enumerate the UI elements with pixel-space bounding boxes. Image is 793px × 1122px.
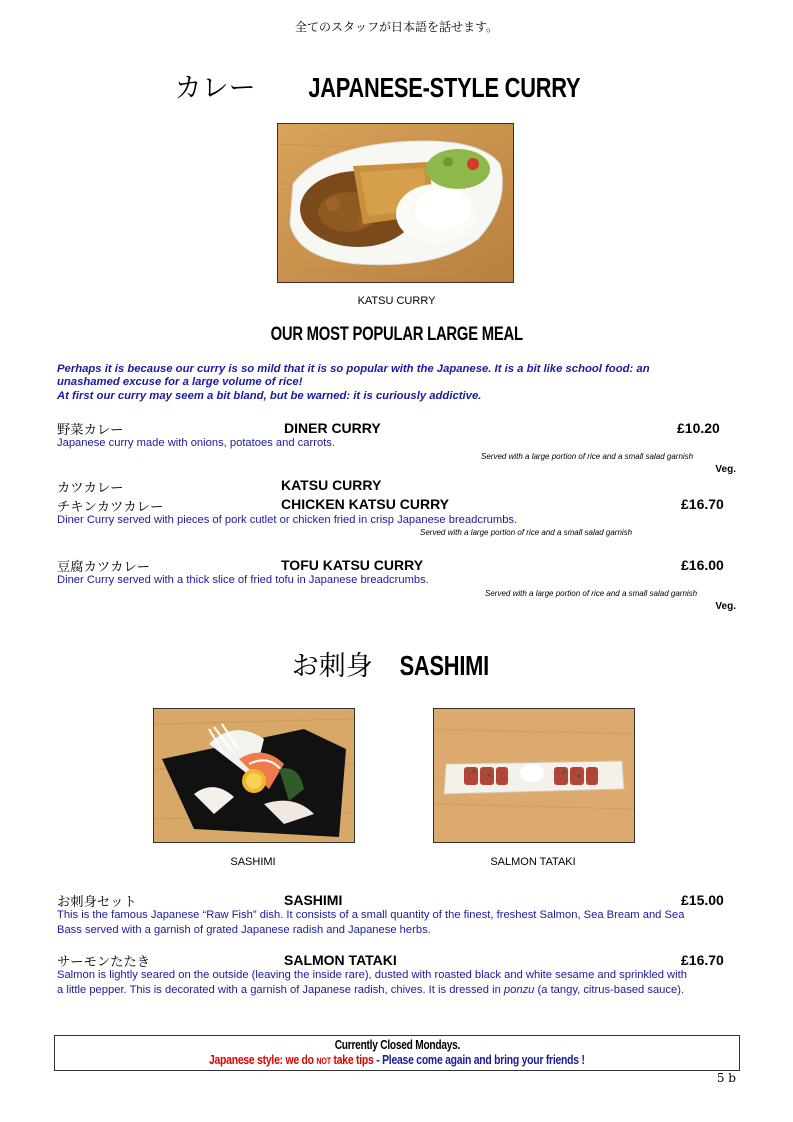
sashimi-heading-en: SASHIMI	[399, 650, 489, 681]
diner-curry-veg: Veg.	[715, 464, 736, 475]
footer-notice-box	[54, 1035, 740, 1071]
katsu-curry-name: KATSU CURRY	[281, 477, 382, 493]
sashimi-image	[154, 709, 354, 842]
diner-curry-served: Served with a large portion of rice and a small salad garnish	[481, 452, 694, 461]
tips-notice-red-b: take tips	[331, 1052, 374, 1067]
salmon-tataki-name: SALMON TATAKI	[284, 952, 397, 968]
curry-heading	[0, 66, 793, 105]
diner-curry-price: £10.20	[677, 420, 720, 436]
chicken-katsu-curry-served: Served with a large portion of rice and a small salad garnish	[420, 528, 633, 537]
sashimi-price: £15.00	[681, 892, 724, 908]
salmon-tataki-desc-text: a little pepper. This is decorated with a garnish of Japanese radish, chives. It is dressed in	[57, 983, 504, 996]
sashimi-jp: お刺身セット	[57, 895, 137, 910]
curry-intro	[57, 363, 747, 403]
salmon-tataki-desc-line-2	[57, 983, 742, 998]
tips-notice-blue: - Please come again and bring your friends !	[373, 1052, 585, 1067]
salmon-tataki-desc-line-1: Salmon is lightly seared on the outside (leaving the inside rare), dusted with roasted black and white sesame and sprinkled with	[57, 969, 687, 981]
salmon-tataki-image	[434, 709, 634, 842]
page-number: 5 b	[716, 1071, 736, 1085]
sashimi-heading-jp: お刺身	[291, 651, 373, 682]
katsu-curry-jp: カツカレー	[57, 481, 124, 496]
tofu-katsu-curry-price: £16.00	[681, 557, 724, 573]
ponzu-term: ponzu	[503, 983, 535, 996]
salmon-tataki-caption: SALMON TATAKI	[490, 856, 576, 868]
sashimi-heading	[0, 644, 793, 683]
curry-heading-jp: カレー	[174, 73, 256, 104]
katsu-curry-image	[278, 124, 513, 282]
curry-intro-line-3: At first our curry may seem a bit bland, but be warned: it is curiously addictive.	[57, 389, 482, 402]
tofu-katsu-curry-desc: Diner Curry served with a thick slice of fried tofu in Japanese breadcrumbs.	[57, 574, 429, 586]
curry-intro-line-1: Perhaps it is because our curry is so mild that it is so popular with the Japanese. It is a bit like school food: an	[57, 363, 650, 375]
tofu-katsu-curry-veg: Veg.	[715, 601, 736, 612]
sashimi-name: SASHIMI	[284, 892, 343, 908]
sashimi-desc-line-2: Bass served with a garnish of grated Japanese radish and Japanese herbs.	[57, 923, 431, 936]
chicken-katsu-curry-desc: Diner Curry served with pieces of pork cutlet or chicken fried in crisp Japanese breadcrumbs.	[57, 514, 518, 526]
closed-mondays-notice: Currently Closed Mondays.	[334, 1037, 460, 1052]
popular-meal-subheading	[0, 324, 793, 346]
staff-language-note: 全てのスタッフが日本語を話せます。	[294, 20, 499, 34]
katsu-curry-caption: KATSU CURRY	[357, 295, 436, 307]
curry-intro-line-2: unashamed excuse for a large volume of rice!	[57, 376, 303, 389]
tips-notice-red-a: Japanese style: we do	[209, 1052, 317, 1067]
tofu-katsu-curry-jp: 豆腐カツカレー	[57, 560, 151, 575]
popular-meal-subheading-text: OUR MOST POPULAR LARGE MEAL	[270, 324, 523, 345]
salmon-tataki-photo	[433, 708, 635, 843]
chicken-katsu-curry-name: CHICKEN KATSU CURRY	[281, 496, 449, 512]
diner-curry-name: DINER CURRY	[284, 420, 381, 436]
sashimi-desc-line-1: This is the famous Japanese “Raw Fish” dish. It consists of a small quantity of the finest, freshest Salmon, Sea Bream and Sea	[57, 909, 685, 921]
katsu-curry-photo	[277, 123, 514, 283]
tips-notice	[209, 1052, 585, 1067]
chicken-katsu-curry-price: £16.70	[681, 496, 724, 512]
salmon-tataki-desc-text-end: (a tangy, citrus-based sauce).	[534, 983, 685, 996]
tips-notice-not: NOT	[316, 1056, 332, 1066]
diner-curry-jp: 野菜カレー	[57, 423, 124, 438]
salmon-tataki-price: £16.70	[681, 952, 724, 968]
tofu-katsu-curry-served: Served with a large portion of rice and a small salad garnish	[485, 589, 698, 598]
sashimi-photo	[153, 708, 355, 843]
salmon-tataki-desc	[57, 968, 742, 997]
diner-curry-desc: Japanese curry made with onions, potatoes and carrots.	[57, 437, 335, 449]
salmon-tataki-jp: サーモンたたき	[57, 955, 151, 970]
curry-heading-en: JAPANESE-STYLE CURRY	[307, 72, 581, 103]
sashimi-desc	[57, 908, 742, 937]
sashimi-caption: SASHIMI	[230, 856, 276, 868]
tofu-katsu-curry-name: TOFU KATSU CURRY	[281, 557, 424, 573]
chicken-katsu-curry-jp: チキンカツカレー	[57, 500, 164, 515]
